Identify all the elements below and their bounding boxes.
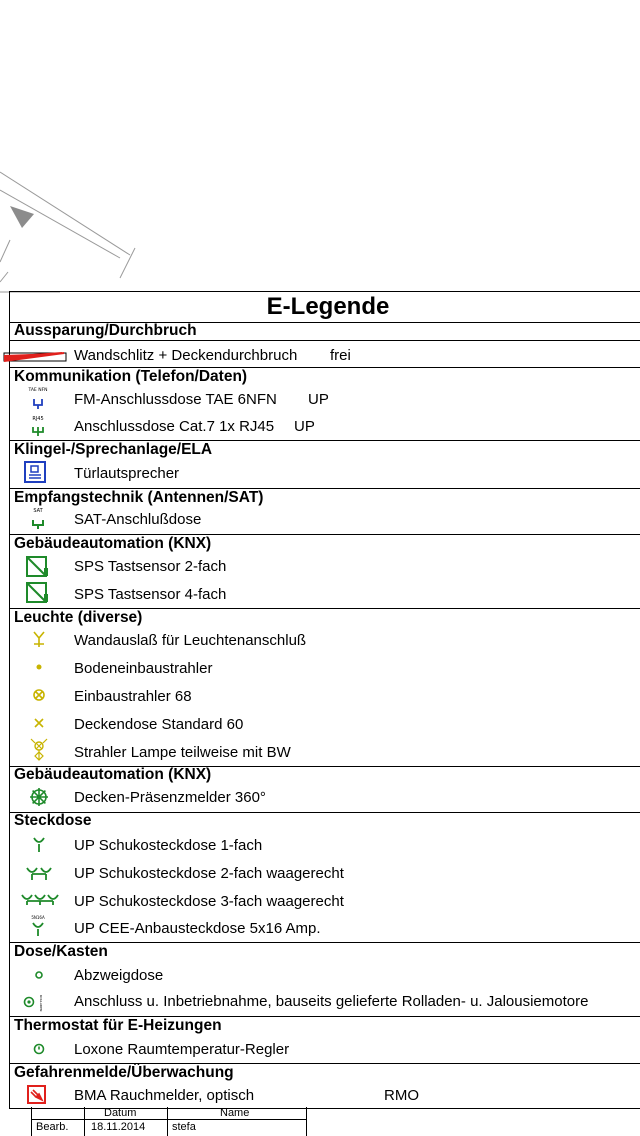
stamp-bearb-name: stefa — [172, 1121, 196, 1133]
presence-detector-icon — [27, 785, 51, 809]
rj45-socket-icon — [26, 413, 50, 437]
section-knx: Gebäudeautomation (KNX) — [14, 766, 212, 783]
stamp-datum-header: Datum — [104, 1107, 137, 1119]
schuko-3-icon — [20, 887, 60, 911]
recessed-spot-icon — [27, 683, 51, 707]
door-speaker-icon — [23, 460, 47, 484]
section-divider — [10, 340, 640, 341]
section-kommunikation: Kommunikation (Telefon/Daten) — [14, 368, 248, 385]
item-abzweig: Abzweigdose — [74, 967, 164, 984]
spotlight-bw-icon — [27, 737, 51, 761]
item-schuko1: UP Schukosteckdose 1-fach — [74, 837, 263, 854]
tae-socket-icon — [26, 386, 50, 410]
item-loxone: Loxone Raumtemperatur-Regler — [74, 1041, 290, 1058]
legend-title: E-Legende — [10, 292, 640, 323]
stamp-col-divider — [84, 1107, 85, 1136]
roller-motor-icon — [20, 990, 50, 1014]
stamp-name-header: Name — [220, 1107, 250, 1119]
section-thermostat: Thermostat für E-Heizungen — [14, 1017, 222, 1034]
stamp-bearb-date: 18.11.2014 — [91, 1121, 146, 1133]
item-cee: UP CEE-Anbausteckdose 5x16 Amp. — [74, 920, 321, 937]
item-schuko2: UP Schukosteckdose 2-fach waagerecht — [74, 865, 344, 882]
section-gefahr: Gefahrenmelde/Überwachung — [14, 1064, 234, 1081]
item-rolladen: Anschluss u. Inbetriebnahme, bauseits gelieferte Rolladen- u. Jalousiemotore — [74, 993, 589, 1010]
svg-text:ROLLADEN: ROLLADEN — [39, 995, 43, 1012]
section-aussparung: Aussparung/Durchbruch — [14, 322, 197, 339]
stamp-bearb-label: Bearb. — [36, 1121, 69, 1133]
item-rj45: Anschlussdose Cat.7 1x RJ45 — [74, 418, 275, 435]
item-wandschlitz-extra: frei — [330, 347, 351, 364]
wall-outlet-light-icon — [27, 627, 51, 651]
item-rj45-extra: UP — [294, 418, 315, 435]
item-bma-extra: RMO — [384, 1087, 419, 1104]
item-wandschlitz: Wandschlitz + Deckendurchbruch — [74, 347, 298, 364]
item-schuko3: UP Schukosteckdose 3-fach waagerecht — [74, 893, 344, 910]
thermostat-icon — [27, 1037, 51, 1061]
svg-text:SAT: SAT — [33, 508, 43, 514]
item-decken: Deckendose Standard 60 — [74, 716, 244, 733]
wandschlitz-icon — [2, 344, 70, 368]
push-sensor-4-icon — [25, 581, 49, 605]
item-sat: SAT-Anschlußdose — [74, 511, 202, 528]
smoke-detector-icon — [25, 1083, 49, 1107]
svg-text:5N16A: 5N16A — [31, 915, 45, 920]
svg-text:RJ45: RJ45 — [32, 416, 44, 422]
section-divider — [10, 812, 640, 813]
schuko-2-icon — [24, 860, 54, 884]
floor-spot-icon — [27, 655, 51, 679]
section-klingel: Klingel-/Sprechanlage/ELA — [14, 441, 213, 458]
section-dose: Dose/Kasten — [14, 943, 108, 960]
section-empfang: Empfangstechnik (Antennen/SAT) — [14, 489, 264, 506]
schuko-1-icon — [27, 832, 51, 856]
background-drawing-lines — [0, 0, 640, 300]
cee-socket-icon — [26, 914, 50, 938]
item-boden: Bodeneinbaustrahler — [74, 660, 213, 677]
item-tuer: Türlautsprecher — [74, 465, 180, 482]
section-steckdose: Steckdose — [14, 812, 92, 829]
item-tae-extra: UP — [308, 391, 329, 408]
arrow-marker-icon — [10, 206, 34, 228]
item-bma: BMA Rauchmelder, optisch — [74, 1087, 255, 1104]
stamp-header-row — [32, 1107, 306, 1120]
stamp-col-divider — [167, 1107, 168, 1136]
junction-box-icon — [27, 963, 51, 987]
section-leuchte: Leuchte (diverse) — [14, 609, 143, 626]
item-praesenz: Decken-Präsenzmelder 360° — [74, 789, 266, 806]
legend-table — [9, 291, 640, 1109]
ceiling-box-icon — [27, 711, 51, 735]
item-tae: FM-Anschlussdose TAE 6NFN — [74, 391, 277, 408]
section-knx: Gebäudeautomation (KNX) — [14, 535, 212, 552]
item-wand: Wandauslaß für Leuchtenanschluß — [74, 632, 307, 649]
svg-text:TAE NFN: TAE NFN — [28, 388, 48, 393]
item-einbau: Einbaustrahler 68 — [74, 688, 192, 705]
item-sps2: SPS Tastsensor 2-fach — [74, 558, 227, 575]
sat-socket-icon — [26, 506, 50, 530]
push-sensor-2-icon — [25, 555, 49, 579]
item-sps4: SPS Tastsensor 4-fach — [74, 586, 227, 603]
item-strahler: Strahler Lampe teilweise mit BW — [74, 744, 291, 761]
title-block-stamp — [31, 1107, 307, 1136]
